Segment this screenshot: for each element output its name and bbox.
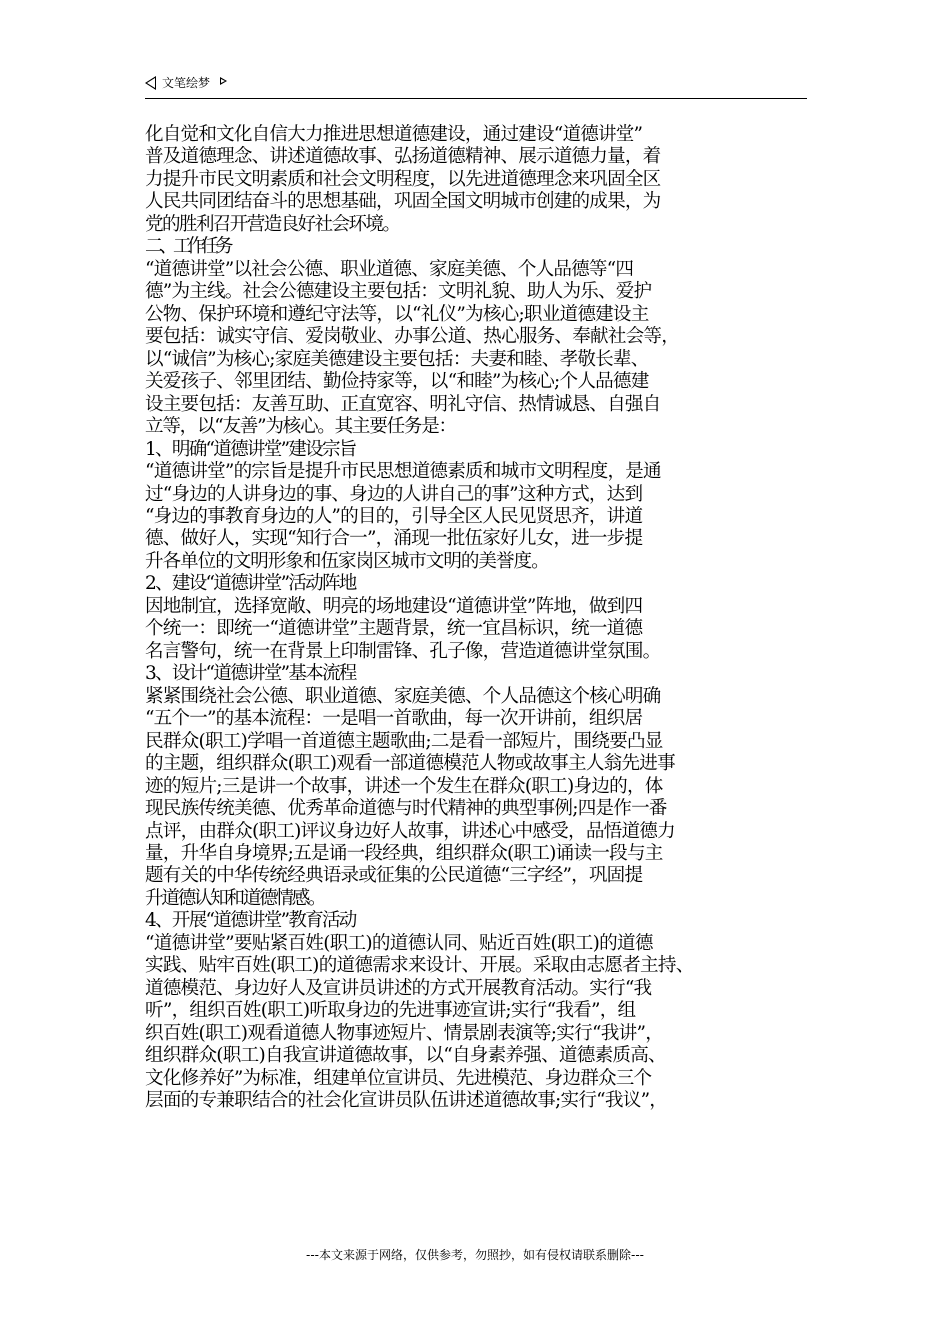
text-line: 组织群众(职工)自我宣讲道德故事，以“自身素养强、道德素质高、 bbox=[145, 1045, 666, 1067]
text-line: 4、开展“道德讲堂”教育活动 bbox=[145, 910, 356, 932]
text-line: 听”，组织百姓(职工)听取身边的先进事迹宣讲;实行“我看”，组 bbox=[145, 1000, 636, 1022]
text-line: 普及道德理念、讲述道德故事、弘扬道德精神、展示道德力量，着 bbox=[145, 146, 661, 168]
text-line: 立等，以“友善”为核心。其主要任务是： bbox=[145, 416, 456, 438]
text-line: 个统一：即统一“道德讲堂”主题背景，统一宜昌标识，统一道德 bbox=[145, 618, 643, 640]
text-line: 德”为主线。社会公德建设主要包括：文明礼貌、助人为乐、爱护 bbox=[145, 281, 652, 303]
header-title: 文笔绘梦 bbox=[162, 76, 211, 90]
text-line: 1、明确“道德讲堂”建设宗旨 bbox=[145, 438, 356, 460]
triangle-left-icon bbox=[145, 76, 156, 90]
text-line: 以“诚信”为核心;家庭美德建设主要包括：夫妻和睦、孝敬长辈、 bbox=[145, 348, 649, 370]
text-line: 过“身边的人讲身边的事、身边的人讲自己的事”这种方式，达到 bbox=[145, 483, 643, 505]
text-line: 织百姓(职工)观看道德人物事迹短片、情景剧表演等;实行“我讲”， bbox=[145, 1022, 664, 1044]
footer-disclaimer: ---本文来源于网络，仅供参考，勿照抄，如有侵权请联系删除--- bbox=[306, 1248, 644, 1262]
text-line: 现民族传统美德、优秀革命道德与时代精神的典型事例;四是作一番 bbox=[145, 798, 667, 820]
text-line: 点评，由群众(职工)评议身边好人故事，讲述心中感受，品悟道德力 bbox=[145, 820, 675, 842]
text-line: 党的胜利召开营造良好社会环境。 bbox=[145, 213, 400, 235]
text-line: 紧紧围绕社会公德、职业道德、家庭美德、个人品德这个核心明确 bbox=[145, 685, 661, 707]
text-line: 力提升市民文明素质和社会文明程度，以先进道德理念来巩固全区 bbox=[145, 168, 661, 190]
text-line: 实践、贴牢百姓(职工)的道德需求来设计、开展。采取由志愿者主持、 bbox=[145, 955, 694, 977]
text-line: 公物、保护环境和遵纪守法等，以“礼仪”为核心;职业道德建设主 bbox=[145, 303, 649, 325]
text-line: 关爱孩子、邻里团结、勤俭持家等，以“和睦”为核心;个人品德建 bbox=[145, 371, 649, 393]
text-line: 道德模范、身边好人及宣讲员讲述的方式开展教育活动。实行“我 bbox=[145, 977, 652, 999]
text-line: 二、工作任务 bbox=[145, 236, 229, 258]
text-line: 迹的短片;三是讲一个故事，讲述一个发生在群众(职工)身边的，体 bbox=[145, 775, 663, 797]
text-line: 要包括：诚实守信、爱岗敬业、办事公道、热心服务、奉献社会等， bbox=[145, 326, 680, 348]
text-line: 设主要包括：友善互助、正直宽容、明礼守信、热情诚恳、自强自 bbox=[145, 393, 661, 415]
text-line: 人民共同团结奋斗的思想基础，巩固全国文明城市创建的成果，为 bbox=[145, 191, 661, 213]
text-line: 的主题，组织群众(职工)观看一部道德模范人物或故事主人翁先进事 bbox=[145, 753, 675, 775]
text-line: “道德讲堂”要贴紧百姓(职工)的道德认同、贴近百姓(职工)的道德 bbox=[145, 932, 653, 954]
document-body bbox=[145, 124, 830, 1113]
text-line: 文化修养好”为标准，组建单位宣讲员、先进模范、身边群众三个 bbox=[145, 1067, 652, 1089]
text-line: 题有关的中华传统经典语录或征集的公民道德“三字经”，巩固提 bbox=[145, 865, 643, 887]
text-line: 层面的专兼职结合的社会化宣讲员队伍讲述道德故事;实行“我议”， bbox=[145, 1090, 668, 1112]
text-line: “身边的事教育身边的人”的目的，引导全区人民见贤思齐，讲道 bbox=[145, 505, 643, 527]
text-line: 3、设计“道德讲堂”基本流程 bbox=[145, 663, 356, 685]
text-line: 升道德认知和道德情感。 bbox=[145, 887, 325, 909]
text-line: 升各单位的文明形象和伍家岗区城市文明的美誉度。 bbox=[145, 550, 549, 572]
text-line: “五个一”的基本流程：一是唱一首歌曲，每一次开讲前，组织居 bbox=[145, 708, 643, 730]
text-line: 德、做好人，实现“知行合一”，涌现一批伍家好儿女，进一步提 bbox=[145, 528, 643, 550]
text-line: “道德讲堂”以社会公德、职业道德、家庭美德、个人品德等“四 bbox=[145, 258, 634, 280]
text-line: 名言警句，统一在背景上印制雷锋、孔子像，营造道德讲堂氛围。 bbox=[145, 640, 661, 662]
text-line: 民群众(职工)学唱一首道德主题歌曲;二是看一部短片，围绕要凸显 bbox=[145, 730, 663, 752]
text-line: 2、建设“道德讲堂”活动阵地 bbox=[145, 573, 356, 595]
text-line: “道德讲堂”的宗旨是提升市民思想道德素质和城市文明程度，是通 bbox=[145, 461, 661, 483]
text-line: 因地制宜，选择宽敞、明亮的场地建设“道德讲堂”阵地，做到四 bbox=[145, 595, 643, 617]
text-line: 化自觉和文化自信大力推进思想道德建设，通过建设“道德讲堂” bbox=[145, 124, 643, 145]
header-brand bbox=[145, 76, 227, 90]
page-header bbox=[145, 72, 807, 99]
text-line: 量，升华自身境界;五是诵一段经典，组织群众(职工)诵读一段与主 bbox=[145, 843, 663, 864]
triangle-right-icon bbox=[220, 77, 227, 85]
